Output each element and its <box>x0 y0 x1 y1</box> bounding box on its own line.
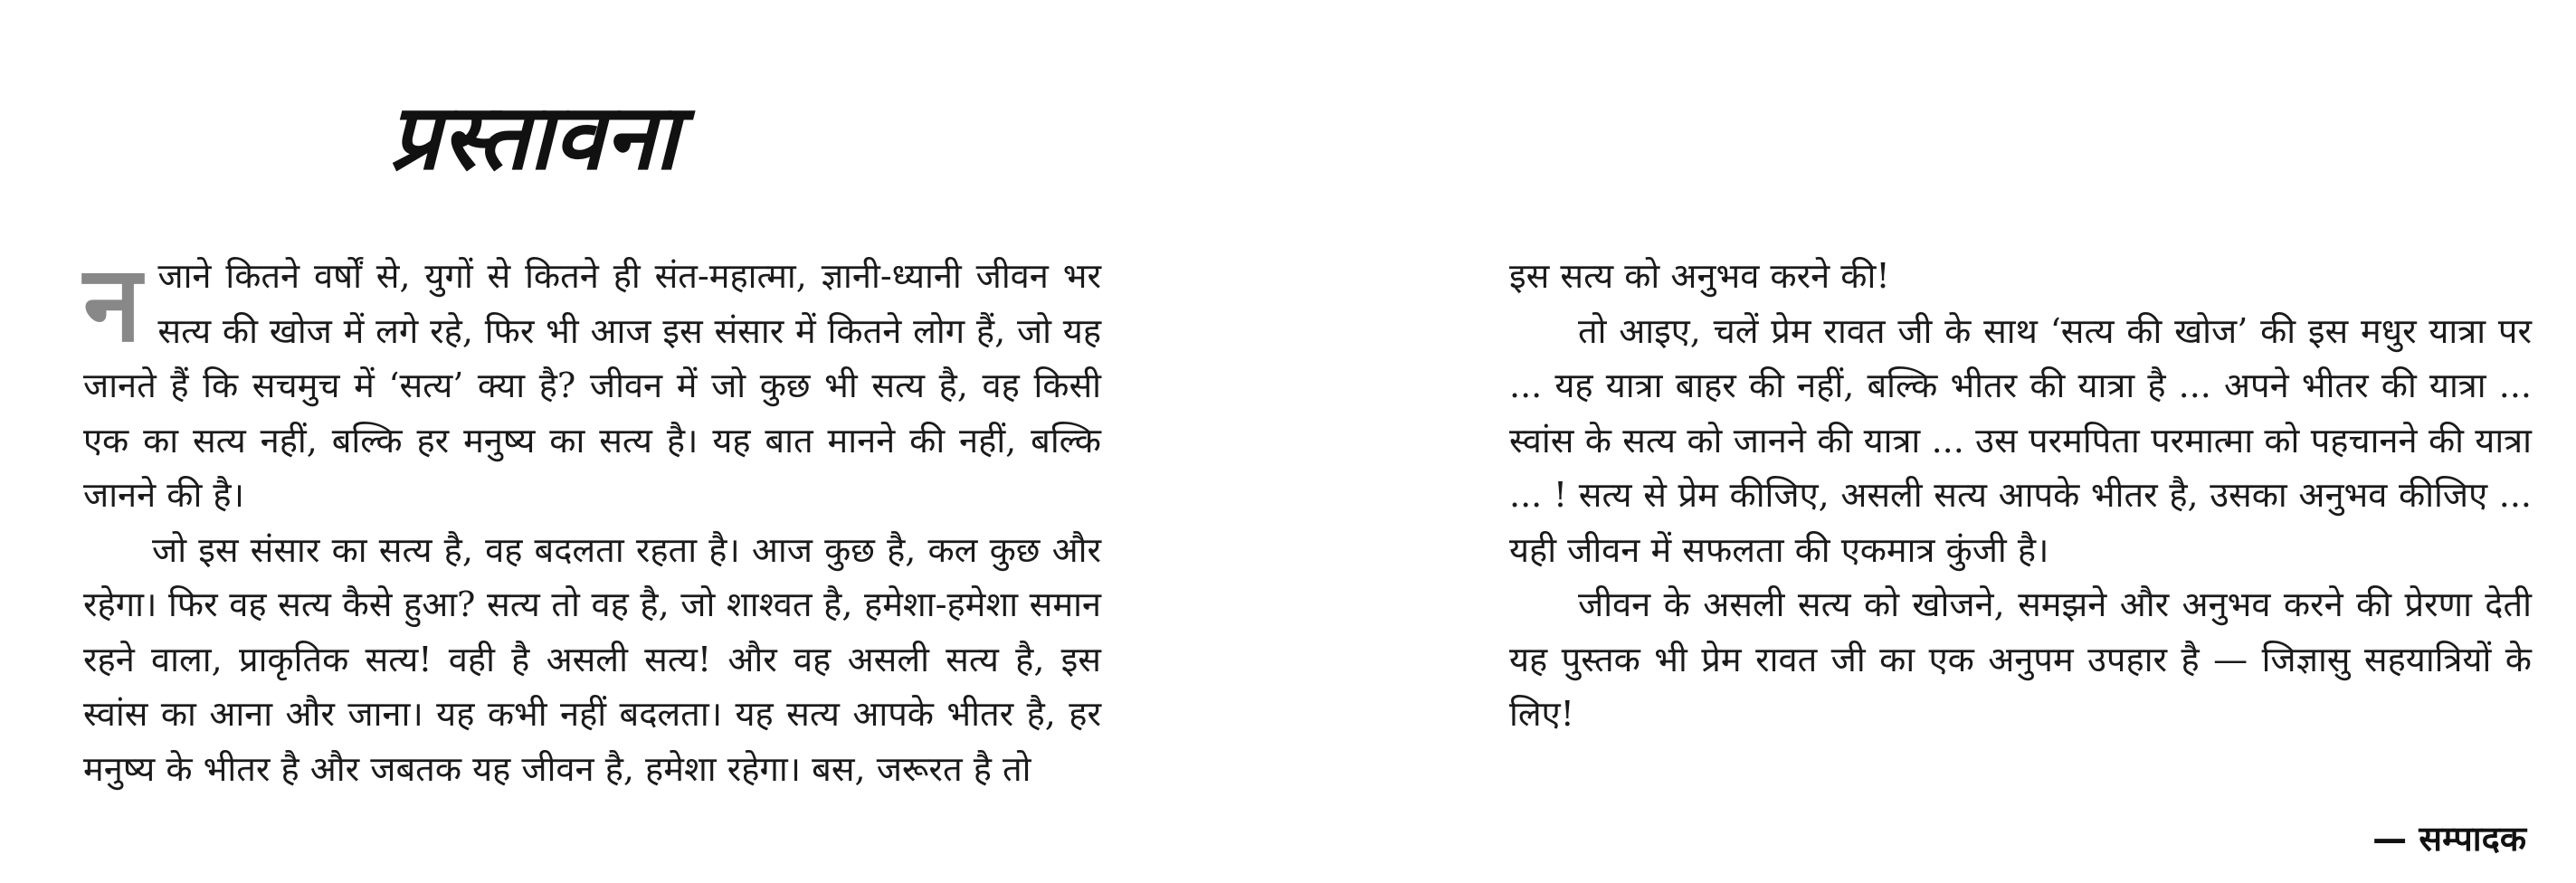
paragraph-3: इस सत्य को अनुभव करने की! <box>1509 256 1890 296</box>
paragraph-1-text: जाने कितने वर्षों से, युगों से कितने ही संत-महात्मा, ज्ञानी-ध्यानी जीवन भर सत्य की खोज में लगे रहे, फिर भी आज इस संसार में कितने लोग हैं, जो यह जानते हैं कि सचमुच में ‘सत्य’ क्या है? जीवन में जो कुछ भी सत्य है, वह किसी एक का सत्य नहीं, बल्कि हर मनुष्य का सत्य है। यह बात मानने की नहीं, बल्कि जानने की है। <box>83 256 1101 515</box>
paragraph-2: जो इस संसार का सत्य है, वह बदलता रहता है। आज कुछ है, कल कुछ और रहेगा। फिर वह सत्य कैसे हुआ? सत्य तो वह है, जो शाश्वत है, हमेशा-हमेशा समान रहने वाला, प्राकृतिक सत्य! वही है असली सत्य! और वह असली सत्य है, इस स्वांस का आना और जाना। यह कभी नहीं बदलता। यह सत्य आपके भीतर है, हर मनुष्य के भीतर है और जबतक यह जीवन है, हमेशा रहेगा। बस, जरूरत है तो <box>83 529 1101 789</box>
right-column <box>1509 249 2532 742</box>
left-column <box>83 243 1101 796</box>
paragraph-4: तो आइए, चलें प्रेम रावत जी के साथ ‘सत्य की खोज’ की इस मधुर यात्रा पर ... यह यात्रा बाहर की नहीं, बल्कि भीतर की यात्रा है ... अपने भीतर की यात्रा ... स्वांस के सत्य को जानने की यात्रा ... उस परमपिता परमात्मा को पहचानने की यात्रा ... ! सत्य से प्रेम कीजिए, असली सत्य आपके भीतर है, उसका अनुभव कीजिए ... यही जीवन में सफलता की एकमात्र कुंजी है। <box>1509 310 2532 570</box>
paragraph-5: जीवन के असली सत्य को खोजने, समझने और अनुभव करने की प्रेरणा देती यह पुस्तक भी प्रेम रावत जी का एक अनुपम उपहार है — जिज्ञासु सहयात्रियों के लिए! <box>1509 584 2532 734</box>
page-title: प्रस्तावना <box>389 84 680 190</box>
drop-cap: न <box>83 243 142 366</box>
paragraph-1 <box>83 243 1101 523</box>
editor-signature: — सम्पादक <box>2372 819 2526 859</box>
